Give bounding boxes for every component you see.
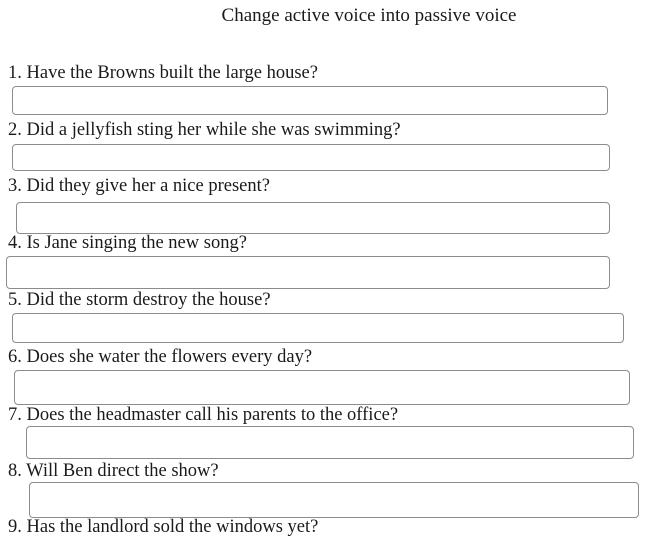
answer-2-input[interactable] — [12, 144, 610, 171]
answer-6-input[interactable] — [14, 370, 630, 405]
question-9: 9. Has the landlord sold the windows yet? — [8, 517, 319, 537]
question-3: 3. Did they give her a nice present? — [8, 176, 270, 196]
answer-1-input[interactable] — [12, 86, 608, 115]
question-7: 7. Does the headmaster call his parents to the office? — [8, 405, 399, 425]
worksheet-title: Change active voice into passive voice — [221, 5, 517, 26]
question-6: 6. Does she water the flowers every day? — [8, 347, 313, 367]
answer-7-input[interactable] — [26, 426, 634, 459]
question-8: 8. Will Ben direct the show? — [8, 461, 219, 481]
answer-4-input[interactable] — [6, 256, 610, 289]
question-4: 4. Is Jane singing the new song? — [8, 233, 247, 253]
question-5: 5. Did the storm destroy the house? — [8, 290, 271, 310]
answer-5-input[interactable] — [12, 313, 624, 343]
answer-3-input[interactable] — [16, 202, 610, 234]
question-1: 1. Have the Browns built the large house? — [8, 63, 318, 83]
question-2: 2. Did a jellyfish sting her while she was swimming? — [8, 120, 401, 140]
answer-8-input[interactable] — [29, 482, 639, 518]
